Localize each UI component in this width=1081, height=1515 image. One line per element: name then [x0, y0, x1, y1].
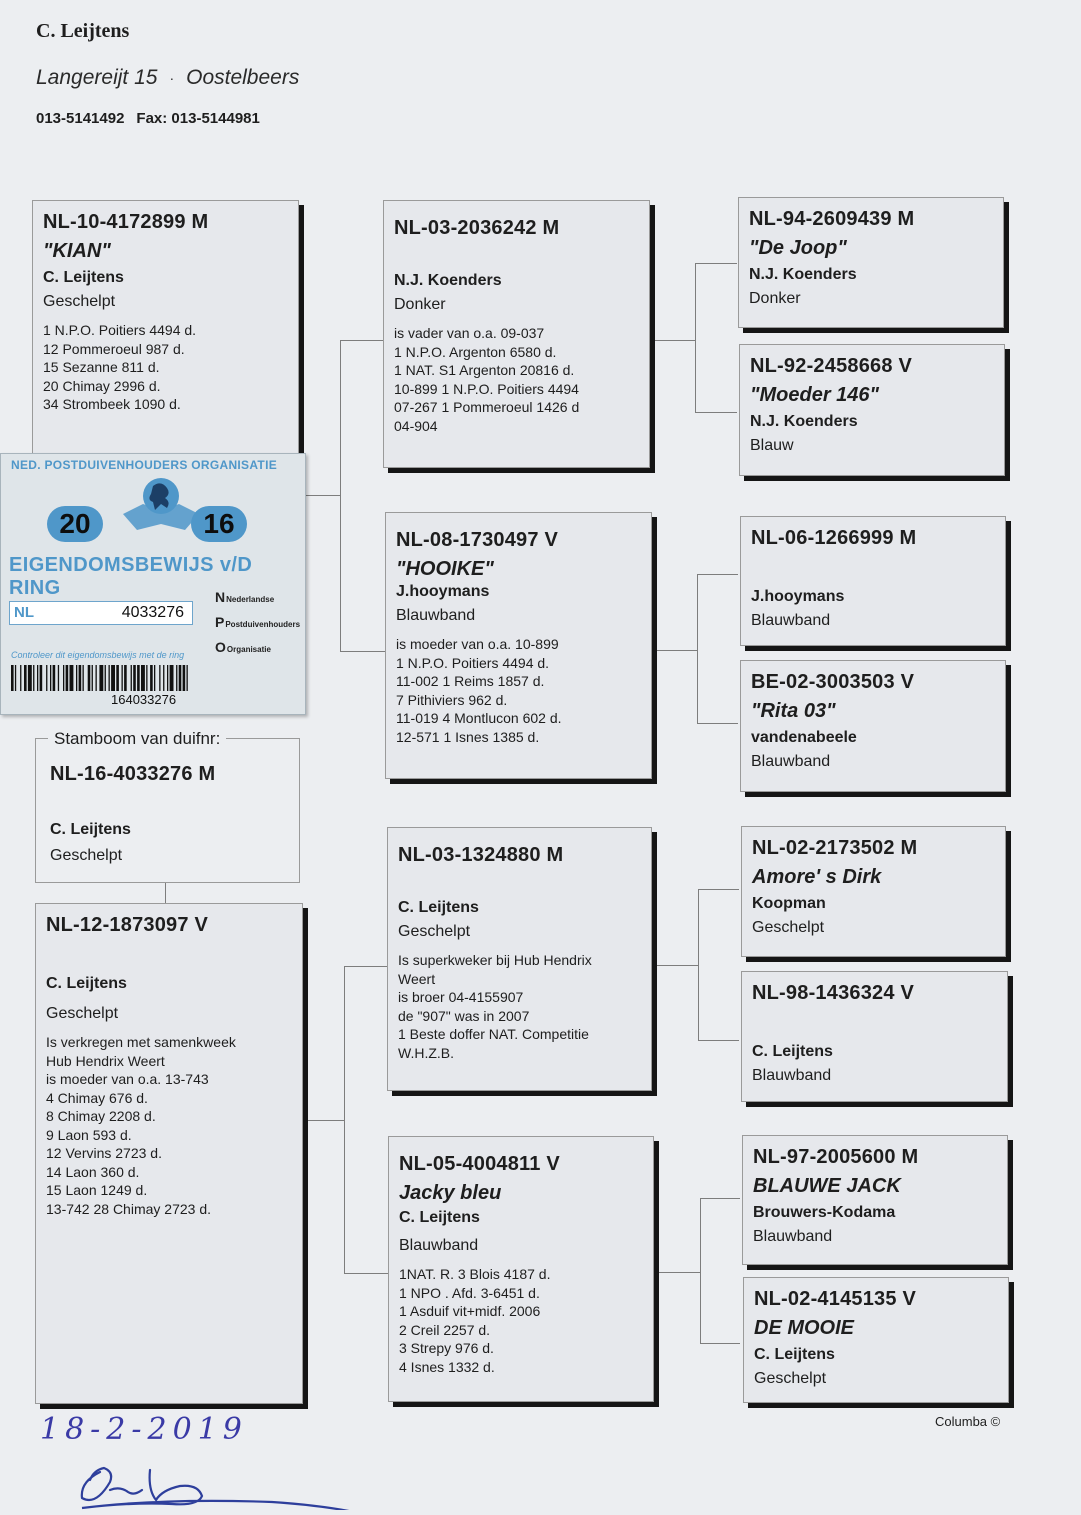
- ring-number: NL-08-1730497 V: [396, 529, 558, 551]
- barcode-icon: [11, 665, 295, 691]
- connector: [697, 723, 738, 724]
- color: Donker: [394, 296, 446, 313]
- color: Blauwband: [751, 753, 831, 770]
- ring-number: NL-94-2609439 M: [749, 208, 915, 230]
- fmm-card: [740, 660, 1006, 792]
- ring-number: NL-05-4004811 V: [399, 1153, 560, 1175]
- ffm-card: [739, 344, 1005, 476]
- barcode-number: 164033276: [111, 692, 177, 707]
- breeder: J.hooymans: [396, 583, 490, 600]
- pigeon-name: Amore' s Dirk: [752, 866, 882, 888]
- color: Blauw: [750, 437, 794, 454]
- connector: [344, 966, 345, 1274]
- color: Blauwband: [752, 1067, 832, 1084]
- results: 1NAT. R. 3 Blois 4187 d. 1 NPO . Afd. 3-6451 d. 1 Asduif vit+midf. 2006 2 Creil 2257 d. 3 Strepy 976 d. 4 Isnes 1332 d.: [399, 1266, 551, 1375]
- mf-card: [387, 827, 652, 1091]
- pigeon-name: "KIAN": [43, 240, 111, 262]
- breeder: C. Leijtens: [43, 269, 124, 286]
- connector: [340, 651, 385, 652]
- breeder: N.J. Koenders: [750, 413, 858, 430]
- subject-label: Stamboom van duifnr:: [48, 729, 226, 749]
- subject-ring: NL-16-4033276 M: [50, 763, 216, 785]
- pigeon-name: "Moeder 146": [750, 384, 880, 406]
- pigeon-name: BLAUWE JACK: [753, 1175, 901, 1197]
- pigeon-name: DE MOOIE: [754, 1317, 855, 1339]
- address-separator: ·: [169, 70, 175, 87]
- pigeon-name: "De Joop": [749, 237, 847, 259]
- ring-number: NL-06-1266999 M: [751, 527, 917, 549]
- phone: 013-5141492: [36, 110, 125, 127]
- color: Blauwband: [751, 612, 831, 629]
- copyright: Columba ©: [935, 1414, 1001, 1429]
- mm-card: [388, 1136, 654, 1402]
- ring-number: NL-03-2036242 M: [394, 217, 560, 239]
- sticker-title: EIGENDOMSBEWIJS v/D RING: [9, 554, 253, 599]
- connector: [695, 263, 696, 413]
- npo-letter: N: [215, 589, 226, 605]
- year-right: 16: [191, 506, 247, 542]
- breeder: C. Leijtens: [46, 975, 127, 992]
- connector: [340, 340, 341, 652]
- country-code: NL: [14, 604, 34, 621]
- npo-line: Organisatie: [226, 645, 271, 654]
- ring-number: NL-97-2005600 M: [753, 1146, 919, 1168]
- connector: [300, 495, 340, 496]
- signature-icon: [70, 1450, 390, 1510]
- npo-line: Nederlandse: [226, 595, 275, 604]
- color: Geschelpt: [46, 1005, 119, 1022]
- ring-number: NL-12-1873097 V: [46, 914, 208, 936]
- subject-box: [35, 729, 300, 883]
- breeder: Koopman: [752, 895, 826, 912]
- ring-number: NL-02-2173502 M: [752, 837, 918, 859]
- year-left: 20: [47, 506, 103, 542]
- ring-number: NL-92-2458668 V: [750, 355, 912, 377]
- color: Blauwband: [399, 1237, 479, 1254]
- ring-field: [9, 601, 193, 625]
- npo-letter: O: [215, 639, 226, 655]
- pigeon-name: Jacky bleu: [399, 1182, 502, 1204]
- connector: [698, 889, 739, 890]
- sticker-ring-number: 4033276: [121, 604, 184, 621]
- breeder: Brouwers-Kodama: [753, 1204, 896, 1221]
- fax: Fax: 013-5144981: [136, 110, 260, 127]
- breeder: C. Leijtens: [754, 1346, 835, 1363]
- contact-line: [36, 110, 260, 127]
- results: Is superkweker bij Hub Hendrix Weert is broer 04-4155907 de "907" was in 2007 1 Beste doffer NAT. Competitie W.H.Z.B.: [398, 952, 592, 1061]
- connector: [697, 574, 738, 575]
- connector: [344, 1273, 388, 1274]
- sticker-org: NED. POSTDUIVENHOUDERS ORGANISATIE: [11, 458, 278, 472]
- connector: [650, 340, 695, 341]
- breeder: vandenabeele: [751, 729, 857, 746]
- npo-letter: P: [215, 614, 225, 630]
- father-card: [32, 200, 299, 462]
- city: Oostelbeers: [186, 66, 300, 89]
- results: Is verkregen met samenkweek Hub Hendrix Weert is moeder van o.a. 13-743 4 Chimay 676 d. 8 Chimay 2208 d. 9 Laon 593 d. 12 Vervins 2723 d. 14 Laon 360 d. 15 Laon 1249 d. 13-742 28 Chimay 2723 d.: [46, 1034, 236, 1217]
- ring-number: NL-10-4172899 M: [43, 211, 209, 233]
- street: Langereijt 15: [36, 66, 158, 89]
- mother-card: [35, 903, 303, 1404]
- handwritten-date: 18-2-2019: [40, 1412, 248, 1447]
- connector: [697, 574, 698, 724]
- ownership-certificate-sticker: [0, 453, 306, 715]
- pigeon-name: "HOOIKE": [396, 558, 494, 580]
- connector: [698, 1040, 739, 1041]
- color: Donker: [749, 290, 801, 307]
- ff-card: [383, 200, 650, 468]
- connector: [698, 889, 699, 1041]
- color: Blauwband: [753, 1228, 833, 1245]
- connector: [652, 965, 698, 966]
- connector: [700, 1198, 740, 1199]
- connector: [340, 340, 385, 341]
- npo-mark: [215, 586, 300, 661]
- sticker-hint: Controleer dit eigendomsbewijs met de ring: [11, 650, 185, 660]
- breeder: C. Leijtens: [399, 1209, 480, 1226]
- connector: [700, 1343, 740, 1344]
- connector: [652, 650, 697, 651]
- mff-card: [741, 826, 1006, 957]
- owner-address: [36, 66, 299, 90]
- ring-number: NL-03-1324880 M: [398, 844, 564, 866]
- ring-number: NL-02-4145135 V: [754, 1288, 916, 1310]
- connector: [655, 1272, 700, 1273]
- connector: [304, 1120, 344, 1121]
- pigeon-name: "Rita 03": [751, 700, 836, 722]
- results: 1 N.P.O. Poitiers 4494 d. 12 Pommeroeul 987 d. 15 Sezanne 811 d. 20 Chimay 2996 d. 34 Strombeek 1090 d.: [43, 322, 197, 412]
- fff-card: [738, 197, 1004, 328]
- breeder: N.J. Koenders: [394, 272, 502, 289]
- color: Geschelpt: [398, 923, 471, 940]
- ring-number: NL-98-1436324 V: [752, 982, 914, 1004]
- owner-name: C. Leijtens: [36, 20, 130, 42]
- fmf-card: [740, 516, 1006, 646]
- subject-color: Geschelpt: [50, 847, 123, 864]
- color: Geschelpt: [43, 293, 116, 310]
- mmf-card: [742, 1135, 1008, 1265]
- connector: [695, 412, 737, 413]
- breeder: C. Leijtens: [398, 899, 479, 916]
- results: is vader van o.a. 09-037 1 N.P.O. Argenton 6580 d. 1 NAT. S1 Argenton 20816 d. 10-899 1 N.P.O. Poitiers 4494 07-267 1 Pommeroeul 1426 d 04-904: [394, 325, 580, 434]
- mfm-card: [741, 971, 1008, 1102]
- breeder: N.J. Koenders: [749, 266, 857, 283]
- mmm-card: [743, 1277, 1009, 1403]
- npo-line: Postduivenhouders: [225, 620, 301, 629]
- connector: [695, 263, 737, 264]
- results: is moeder van o.a. 10-899 1 N.P.O. Poitiers 4494 d. 11-002 1 Reims 1857 d. 7 Pithiviers 962 d. 11-019 4 Montlucon 602 d. 12-571 1 Isnes 1385 d.: [396, 636, 562, 745]
- connector: [700, 1198, 701, 1344]
- connector: [165, 883, 166, 903]
- breeder: C. Leijtens: [752, 1043, 833, 1060]
- subject-breeder: C. Leijtens: [50, 821, 131, 838]
- color: Geschelpt: [754, 1370, 827, 1387]
- fm-card: [385, 512, 652, 779]
- color: Geschelpt: [752, 919, 825, 936]
- color: Blauwband: [396, 607, 476, 624]
- ring-number: BE-02-3003503 V: [751, 671, 915, 693]
- connector: [344, 966, 388, 967]
- breeder: J.hooymans: [751, 588, 845, 605]
